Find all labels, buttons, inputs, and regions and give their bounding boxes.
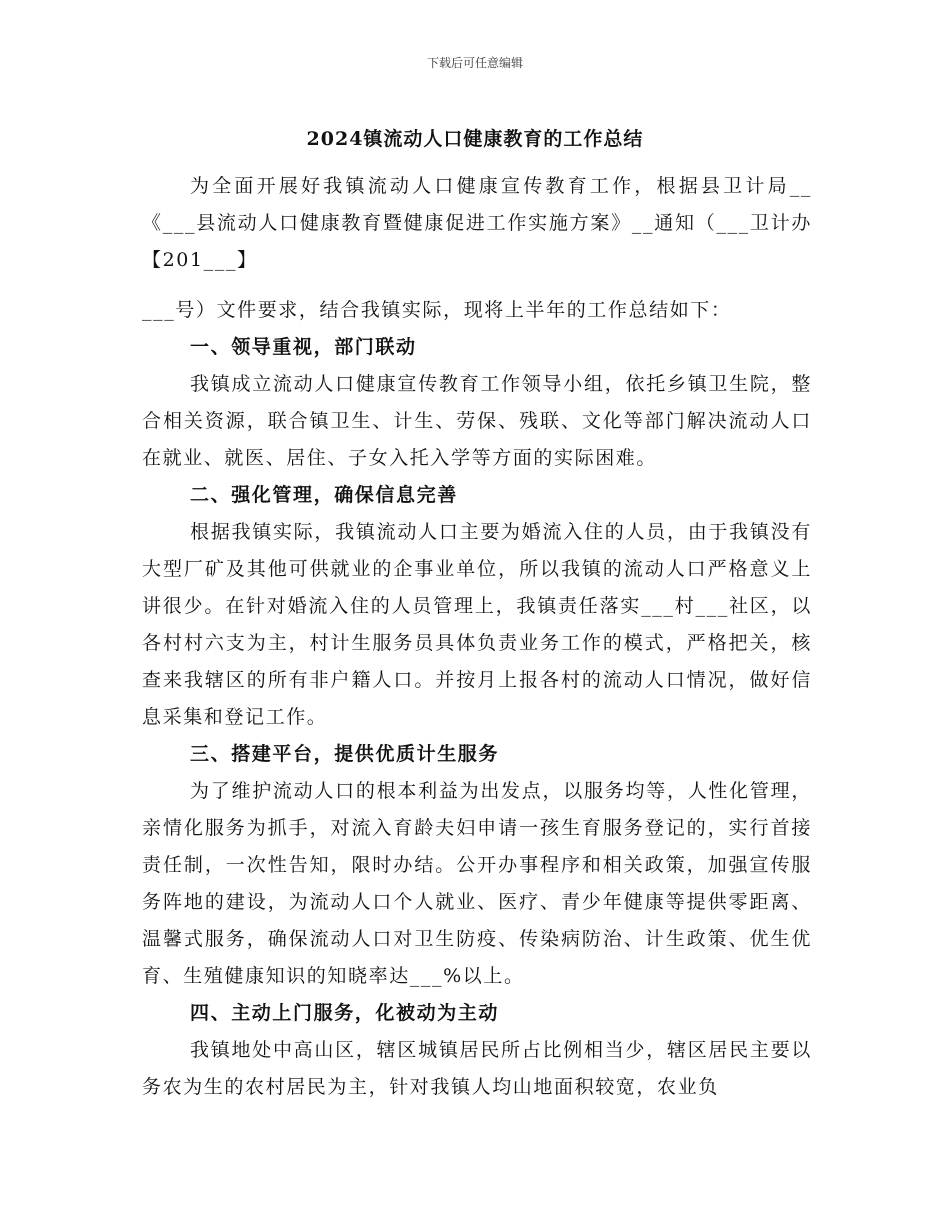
document-title: 2024镇流动人口健康教育的工作总结 xyxy=(306,128,644,150)
section-heading-3: 三、搭建平台，提供优质计生服务 xyxy=(190,743,500,765)
section-heading-2: 二、强化管理，确保信息完善 xyxy=(190,484,458,506)
section-paragraph-2: 根据我镇实际，我镇流动人口主要为婚流入住的人员，由于我镇没有大型厂矿及其他可供就业的企事业单位，所以我镇的流动人口严格意义上讲很少。在针对婚流入住的人员管理上，我镇责任落实___村___社区，以各村村六支为主，村计生服务员具体负责业务工作的模式，严格把关，核查来我辖区的所有非户籍人口。并按月上报各村的流动人口情况，做好信息采集和登记工作。 xyxy=(142,521,812,728)
section-heading-1: 一、领导重视，部门联动 xyxy=(190,336,417,358)
document-body xyxy=(142,292,812,1106)
section-paragraph-4: 我镇地处中高山区，辖区城镇居民所占比例相当少，辖区居民主要以务农为生的农村居民为主，针对我镇人均山地面积较宽，农业负 xyxy=(142,1039,812,1098)
section-heading-4: 四、主动上门服务，化被动为主动 xyxy=(190,1002,500,1024)
section-paragraph-1: 我镇成立流动人口健康宣传教育工作领导小组，依托乡镇卫生院，整合相关资源，联合镇卫生、计生、劳保、残联、文化等部门解决流动人口在就业、就医、居住、子女入托入学等方面的实际困难。 xyxy=(142,373,812,469)
page-header-note: 下载后可任意编辑 xyxy=(426,56,523,70)
intro-paragraph: 为全面开展好我镇流动人口健康宣传教育工作，根据县卫计局__《___县流动人口健康教育暨健康促进工作实施方案》__通知（___卫计办【201___】 xyxy=(142,175,812,271)
intro-block xyxy=(142,168,812,279)
section-paragraph-3: 为了维护流动人口的根本利益为出发点，以服务均等，人性化管理，亲情化服务为抓手，对流入育龄夫妇申请一孩生育服务登记的，实行首接责任制，一次性告知，限时办结。公开办事程序和相关政策，加强宣传服务阵地的建设，为流动人口个人就业、医疗、青少年健康等提供零距离、温馨式服务，确保流动人口对卫生防疫、传染病防治、计生政策、优生优育、生殖健康知识的知晓率达___%以上。 xyxy=(142,780,812,987)
intro-continuation: ___号）文件要求，结合我镇实际，现将上半年的工作总结如下： xyxy=(142,299,732,321)
